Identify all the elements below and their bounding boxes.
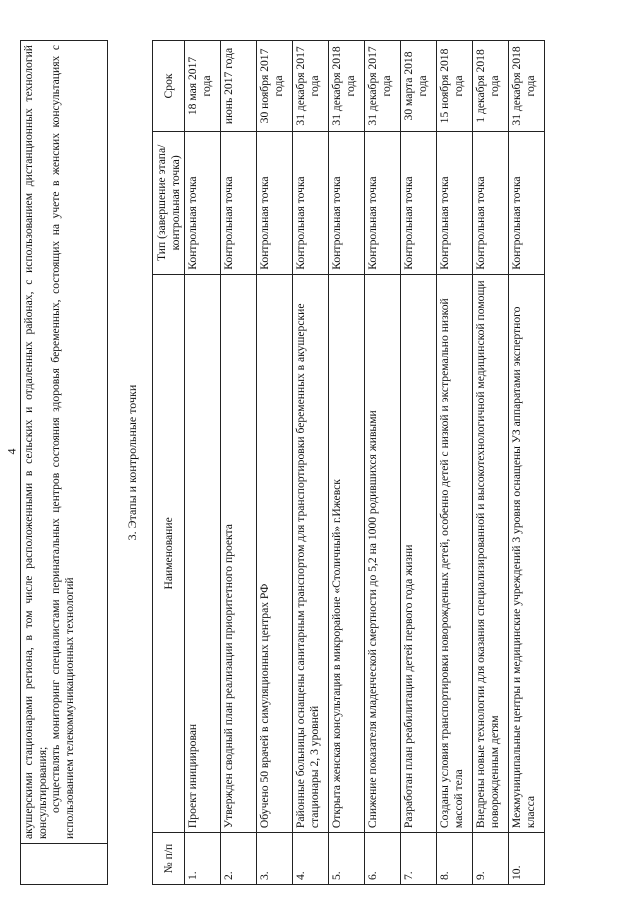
intro-paragraph-1: акушерскими стационарами региона, в том числе расположенными в сельских и отдаленных районах, с использованием дистанционных технологий консультирования; (22, 45, 49, 839)
table-row (365, 41, 401, 885)
row-name: Проект инициирован (185, 274, 221, 832)
row-num: 6. (365, 833, 401, 885)
row-term: 15 ноября 2018 года (437, 41, 473, 132)
row-num: 5. (329, 833, 365, 885)
table-row (185, 41, 221, 885)
row-name: Утвержден сводный план реализации приоритетного проекта (221, 274, 257, 832)
table-row (437, 41, 473, 885)
row-type: Контрольная точка (365, 131, 401, 274)
row-num: 1. (185, 833, 221, 885)
row-type: Контрольная точка (293, 131, 329, 274)
header-term: Срок (153, 41, 185, 132)
table-row (329, 41, 365, 885)
header-name: Наименование (153, 274, 185, 832)
row-type: Контрольная точка (221, 131, 257, 274)
row-term: 30 марта 2018 года (401, 41, 437, 132)
row-num: 8. (437, 833, 473, 885)
row-type: Контрольная точка (509, 131, 545, 274)
row-name: Внедрены новые технологии для оказания специализированной и высокотехнологичной медицинской помощи новорожденным детям (473, 274, 509, 832)
row-type: Контрольная точка (437, 131, 473, 274)
row-num: 2. (221, 833, 257, 885)
row-num: 7. (401, 833, 437, 885)
row-num: 9. (473, 833, 509, 885)
rotated-page-content (20, 40, 620, 885)
table-row (401, 41, 437, 885)
row-term: 31 декабря 2017 года (293, 41, 329, 132)
intro-paragraph-2: осуществлять мониторинг специалистами перинатальных центров состояния здоровья беременных, состоящих на учете в женских консультациях с использованием телекоммуникационных технологий (49, 45, 76, 839)
header-num: № п/п (153, 833, 185, 885)
row-name: Межмуниципальные центры и медицинские учреждений 3 уровня оснащены УЗ аппаратами экспертного класса (509, 274, 545, 832)
row-type: Контрольная точка (401, 131, 437, 274)
table-header-row (153, 41, 185, 885)
row-term: 30 ноября 2017 года (257, 41, 293, 132)
row-name: Созданы условия транспортировки новорожденных детей, особенно детей с низкой и экстремально низкой массой тела (437, 274, 473, 832)
row-name: Открыта женская консультация в микрорайоне «Столичный» г.Ижевск (329, 274, 365, 832)
row-name: Снижение показателя младенческой смертности до 5,2 на 1000 родившихся живыми (365, 274, 401, 832)
row-term: 31 декабря 2018 года (329, 41, 365, 132)
row-term: 31 декабря 2018 года (509, 41, 545, 132)
row-term: 18 мая 2017 года (185, 41, 221, 132)
table-row (257, 41, 293, 885)
row-num: 3. (257, 833, 293, 885)
continuation-text-cell (21, 41, 107, 843)
header-type: Тип (завершение этапа/контрольная точка) (153, 131, 185, 274)
table-row (221, 41, 257, 885)
table-row (293, 41, 329, 885)
row-name: Обучено 50 врачей в симуляционных центрах РФ (257, 274, 293, 832)
row-term: 31 декабря 2017 года (365, 41, 401, 132)
continuation-table (20, 40, 108, 885)
row-name: Разработан план реабилитации детей первого года жизни (401, 274, 437, 832)
row-term: июнь 2017 года (221, 41, 257, 132)
continuation-number-cell (21, 843, 107, 884)
row-type: Контрольная точка (473, 131, 509, 274)
section-title: 3. Этапы и контрольные точки (125, 384, 139, 541)
row-type: Контрольная точка (185, 131, 221, 274)
row-num: 4. (293, 833, 329, 885)
table-row (473, 41, 509, 885)
row-term: 1 декабря 2018 года (473, 41, 509, 132)
page-number: 4 (4, 448, 19, 455)
row-name: Районные больницы оснащены санитарным транспортом для транспортировки беременных в акушерские стационары 2, 3 уровней (293, 274, 329, 832)
table-row (509, 41, 545, 885)
stages-table (152, 40, 545, 885)
row-type: Контрольная точка (329, 131, 365, 274)
row-num: 10. (509, 833, 545, 885)
row-type: Контрольная точка (257, 131, 293, 274)
